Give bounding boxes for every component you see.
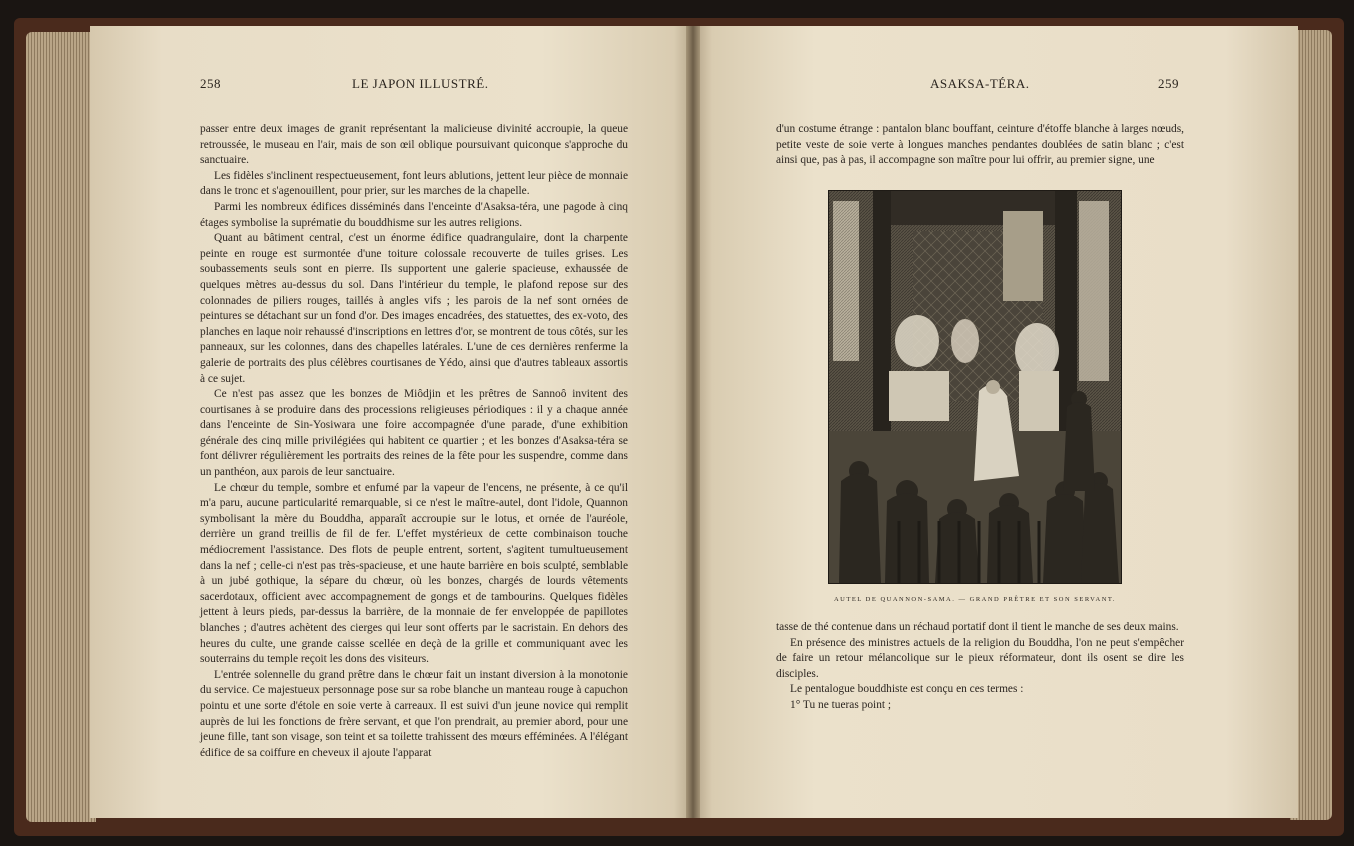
left-page-number: 258 — [200, 76, 221, 91]
book-gutter — [686, 26, 700, 818]
paragraph: Ce n'est pas assez que les bonzes de Miôdjin et les prêtres de Sannoô invitent des courtisanes à se produire dans des processions religieuses périodiques : il y a chaque année dans l'enceinte de Sin-Yosiwara une foire accompagnée d'une parade, d'une exhibition générale des cinq mille privilégiées qui habitent ce quartier ; et les bonzes d'Asaksa-téra se font délivrer régulièrement les portraits des reines de la fête pour les suspendre, comme dans un panthéon, aux parois de leur sanctuaire. — [200, 388, 628, 479]
altar-engraving-image — [829, 191, 1121, 583]
paragraph: Les fidèles s'inclinent respectueusement, font leurs ablutions, jettent leur pièce de monnaie dans le tronc et s'agenouillent, pour prier, sur les marches de la chapelle. — [200, 169, 628, 198]
right-bottom-text — [776, 620, 1184, 714]
paragraph: 1° Tu ne tueras point ; — [790, 698, 892, 711]
left-running-title: LE JAPON ILLUSTRÉ. — [352, 76, 489, 91]
paragraph: Le pentalogue bouddhiste est conçu en ces termes : — [790, 683, 1024, 696]
right-page-number: 259 — [1158, 76, 1179, 91]
paragraph: Parmi les nombreux édifices disséminés dans l'enceinte d'Asaksa-téra, une pagode à cinq étages symbolise la suprématie du bouddhisme sur les autres religions. — [200, 200, 628, 229]
paragraph: d'un costume étrange : pantalon blanc bouffant, ceinture d'étoffe blanche à larges nœuds, petite veste de soie verte à longues manches pendantes doublées de satin blanc ; c'est ainsi que, pas à pas, il accompagne son maître pour lui offrir, au premier signe, une — [776, 123, 1184, 167]
engraving-illustration — [828, 190, 1122, 584]
paragraph: Quant au bâtiment central, c'est un énorme édifice quadrangulaire, dont la charpente peinte en rouge est surmontée d'une toiture colossale recouverte de tuiles grises. Les soubassements seuls sont en pierre. Ils supportent une galerie spacieuse, exhaussée de quelques mètres au-dessus du sol. Dans l'intérieur du temple, le plafond repose sur des colonnades de piliers rouges, taillés à angles vifs ; les parois de la nef sont ornées de peintures se détachant sur un fond d'or. Des images encadrées, des statuettes, des ex-voto, des planches en laque noir rehaussé d'inscriptions en lettres d'or, se montrent de tous côtés, sur les panneaux, sur les colonnes, dans des chapelles latérales. L'une de ces dernières renferme la galerie de portraits des plus célèbres courtisanes de Yédo, ainsi que d'autres tableaux assortis à ce sujet. — [200, 232, 628, 385]
paragraph: tasse de thé contenue dans un réchaud portatif dont il tient le manche de ses deux mains. — [776, 621, 1179, 633]
right-top-text — [776, 122, 1184, 169]
left-page-text — [200, 122, 628, 761]
page-edges-left — [26, 32, 96, 822]
right-running-title: ASAKSA-TÉRA. — [930, 76, 1030, 91]
figure-caption: AUTEL DE QUANNON-SAMA. — GRAND PRÊTRE ET SON SERVANT. — [833, 596, 1117, 603]
paragraph: Le chœur du temple, sombre et enfumé par la vapeur de l'encens, ne présente, à ce qu'il m'a paru, aucune particularité remarquable, si ce n'est le maître-autel, dont l'idole, Quannon symbolisant la mère du Bouddha, apparaît accroupie sur le lotus, et ornée de l'auréole, derrière un grand treillis de fil de fer. L'effet mystérieux de cette combinaison touche médiocrement l'assistance. Des flots de peuple entrent, sortent, s'agitent tumultueusement dans la nef ; celle-ci n'est pas très-spacieuse, et une haute barrière en bois sculpté, semblable à un jubé gothique, la sépare du chœur, où les bonzes, chargés de lourds vêtements sacerdotaux, officient avec accompagnement de gongs et de tambourins. Quelques fidèles jettent à leurs pieds, par-dessus la barrière, de la monnaie de fer enveloppée de papillotes blanches ; d'autres achètent des cierges qui leur sont offerts par le sacristain. En dehors des heures du culte, une grande caisse scellée en deçà de la grille et communiquant avec les souterrains du temple reçoit les dons des visiteurs. — [200, 481, 628, 666]
paragraph: L'entrée solennelle du grand prêtre dans le chœur fait un instant diversion à la monotonie du service. Ce majestueux personnage pose sur sa robe blanche un manteau rouge à capuchon pointu et une sorte d'étole en soie verte à carreaux. Il est suivi d'un jeune novice qui remplit auprès de lui les fonctions de frère servant, et que l'on prendrait, au premier abord, pour une jeune fille, tant son visage, son teint et sa toilette trahissent des mœurs efféminées. A l'élégant édifice de sa coiffure en cheveux il ajoute l'apparat — [200, 668, 628, 759]
paragraph: passer entre deux images de granit représentant la malicieuse divinité accroupie, la queue retroussée, le museau en l'air, mais de son œil oblique poursuivant quiconque s'approche du sanctuaire. — [200, 123, 628, 167]
paragraph: En présence des ministres actuels de la religion du Bouddha, l'on ne peut s'empêcher de faire un retour mélancolique sur le pieux réformateur, dont ils osent se dire les disciples. — [776, 636, 1184, 680]
